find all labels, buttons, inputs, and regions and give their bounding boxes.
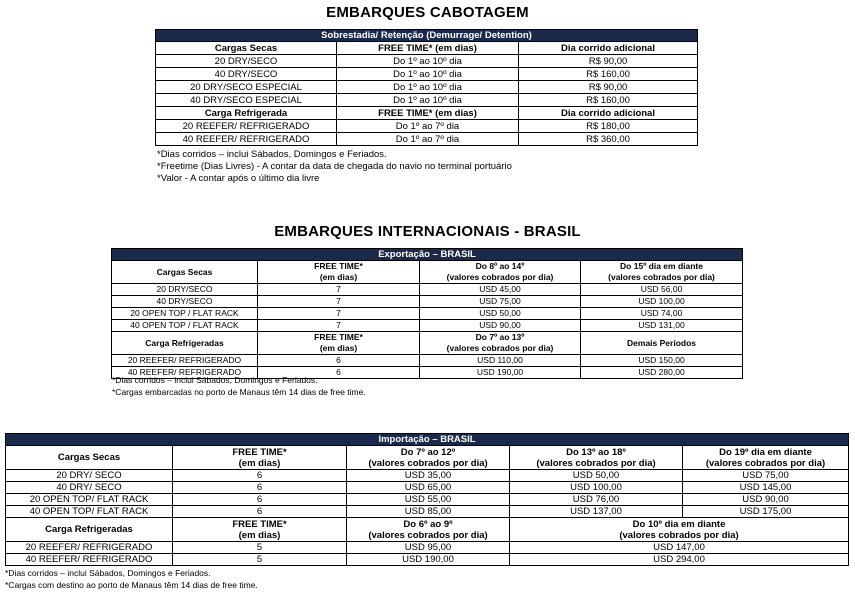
table-cell: 20 REEFER/ REFRIGERADO [156, 120, 337, 133]
col-header: Dia corrido adicional [519, 42, 698, 55]
table-cell: 20 REEFER/ REFRIGERADO [6, 542, 173, 554]
col-header: Carga Refrigeradas [112, 332, 258, 355]
table-cell: 5 [173, 554, 347, 566]
note-line: *Dias corridos – inclui Sábados, Domingos e Feriados. [5, 568, 211, 578]
table-cell: USD 65,00 [347, 482, 510, 494]
col-subheader: (em dias) [319, 272, 358, 282]
col-header: Demais Períodos [581, 332, 743, 355]
import-header: Importação – BRASIL [6, 434, 849, 446]
col-header: Do 13º ao 18º [566, 446, 626, 458]
table-cell: 20 REEFER/ REFRIGERADO [112, 355, 258, 367]
table-cell: 5 [173, 542, 347, 554]
cabotagem-title: EMBARQUES CABOTAGEM [326, 4, 529, 21]
table-cell: USD 137,00 [510, 506, 683, 518]
col-subheader: (valores cobrados por dia) [536, 457, 656, 469]
table-cell: 40 REEFER/ REFRIGERADO [156, 133, 337, 146]
col-subheader: (valores cobrados por dia) [446, 272, 554, 282]
col-subheader: (em dias) [319, 343, 358, 353]
table-cell: Do 1º ao 10º dia [337, 55, 519, 68]
note-line: *Dias corridos – inclui Sábados, Domingos e Feriados. [157, 149, 387, 160]
table-cell: 40 OPEN TOP / FLAT RACK [112, 320, 258, 332]
col-header: FREE TIME* [314, 261, 363, 271]
col-header: Do 7º ao 12º [400, 446, 456, 458]
table-cell: 20 OPEN TOP/ FLAT RACK [6, 494, 173, 506]
note-line: *Cargas com destino ao porto de Manaus têm 14 dias de free time. [5, 579, 258, 590]
col-header: FREE TIME* [232, 518, 287, 530]
col-header: Do 19º dia em diante [719, 446, 812, 458]
table-cell: 6 [258, 367, 420, 379]
table-cell: USD 50,00 [420, 308, 581, 320]
col-subheader: (valores cobrados por dia) [619, 529, 739, 541]
col-header: Cargas Secas [112, 261, 258, 284]
table-cell: USD 50,00 [510, 470, 683, 482]
col-subheader: (valores cobrados por dia) [368, 529, 488, 541]
table-cell: Do 1º ao 7º dia [337, 120, 519, 133]
col-header: Do 8º ao 14º [475, 261, 525, 271]
col-header: Carga Refrigeradas [6, 518, 173, 542]
table-cell: USD 45,00 [420, 284, 581, 296]
table-cell: USD 35,00 [347, 470, 510, 482]
table-cell: USD 131,00 [581, 320, 743, 332]
table-cell: R$ 180,00 [519, 120, 698, 133]
export-table [111, 248, 743, 379]
internacional-title: EMBARQUES INTERNACIONAIS - BRASIL [274, 223, 581, 240]
col-subheader: (em dias) [238, 457, 281, 469]
table-cell: R$ 160,00 [519, 94, 698, 107]
table-cell: USD 190,00 [347, 554, 510, 566]
note-line: *Dias corridos – inclui Sábados, Domingos e Feriados. [112, 375, 318, 385]
table-cell: 20 OPEN TOP / FLAT RACK [112, 308, 258, 320]
cabotagem-notes [157, 149, 512, 185]
table-cell: 6 [173, 494, 347, 506]
col-header: Do 6º ao 9º [403, 518, 453, 530]
col-header: FREE TIME* [232, 446, 287, 458]
table-cell: 20 DRY/SECO [112, 284, 258, 296]
col-subheader: (valores cobrados por dia) [705, 457, 826, 469]
table-cell: 6 [173, 470, 347, 482]
note-line: *Freetime (Dias Livres) - A contar da data de chegada do navio no terminal portuário [157, 161, 512, 172]
table-cell: USD 100,00 [581, 296, 743, 308]
table-cell: 40 REEFER/ REFRIGERADO [6, 554, 173, 566]
export-header: Exportação – BRASIL [112, 249, 743, 261]
table-cell: USD 100,00 [510, 482, 683, 494]
table-cell: USD 294,00 [510, 554, 849, 566]
col-subheader: (em dias) [238, 529, 281, 541]
table-cell: 7 [258, 296, 420, 308]
table-cell: 40 DRY/SECO [112, 296, 258, 308]
table-cell: 6 [258, 355, 420, 367]
table-cell: USD 76,00 [510, 494, 683, 506]
table-cell: 6 [173, 482, 347, 494]
table-cell: USD 190,00 [420, 367, 581, 379]
table-cell: USD 85,00 [347, 506, 510, 518]
table-cell: Do 1º ao 7º dia [337, 133, 519, 146]
table-cell: 20 DRY/SECO [156, 55, 337, 68]
table-cell: USD 56,00 [581, 284, 743, 296]
table-cell: USD 110,00 [420, 355, 581, 367]
table-cell: Do 1º ao 10º dia [337, 94, 519, 107]
col-header: Cargas Secas [6, 446, 173, 470]
col-header: Do 10º dia em diante [632, 518, 726, 530]
table-cell: 20 DRY/SECO ESPECIAL [156, 81, 337, 94]
table-cell: USD 280,00 [581, 367, 743, 379]
table-cell: 7 [258, 320, 420, 332]
table-cell: 20 DRY/ SECO [6, 470, 173, 482]
note-line: *Valor - A contar após o último dia livre [157, 173, 320, 184]
table-cell: R$ 90,00 [519, 81, 698, 94]
table-cell: 40 REEFER/ REFRIGERADO [112, 367, 258, 379]
table-cell: USD 55,00 [347, 494, 510, 506]
cabotagem-table [155, 29, 698, 146]
table-cell: R$ 90,00 [519, 55, 698, 68]
col-header: Do 7º ao 13º [475, 332, 525, 342]
table-cell: R$ 360,00 [519, 133, 698, 146]
table-cell: USD 75,00 [683, 470, 849, 482]
table-cell: USD 75,00 [420, 296, 581, 308]
table-cell: USD 175,00 [683, 506, 849, 518]
col-header: Do 15º dia em diante [620, 261, 703, 271]
col-subheader: (valores cobrados por dia) [368, 457, 488, 469]
table-cell: USD 74,00 [581, 308, 743, 320]
import-notes [5, 568, 258, 591]
col-header: Cargas Secas [156, 42, 337, 55]
table-cell: Do 1º ao 10º dia [337, 68, 519, 81]
table-cell: Do 1º ao 10º dia [337, 81, 519, 94]
table-cell: USD 95,00 [347, 542, 510, 554]
col-header: Carga Refrigerada [156, 107, 337, 120]
table-cell: USD 147,00 [510, 542, 849, 554]
table-cell: USD 90,00 [683, 494, 849, 506]
col-header: Dia corrido adicional [519, 107, 698, 120]
cabotagem-header: Sobrestadia/ Retenção (Demurrage/ Detention) [156, 30, 698, 42]
table-cell: 40 DRY/SECO ESPECIAL [156, 94, 337, 107]
table-cell: 6 [173, 506, 347, 518]
col-header: FREE TIME* (em dias) [337, 107, 519, 120]
table-cell: USD 90,00 [420, 320, 581, 332]
col-header: FREE TIME* [314, 332, 363, 342]
table-cell: USD 150,00 [581, 355, 743, 367]
table-cell: 7 [258, 308, 420, 320]
table-cell: R$ 160,00 [519, 68, 698, 81]
table-cell: USD 145,00 [683, 482, 849, 494]
import-table [5, 433, 849, 566]
col-subheader: (valores cobrados por dia) [446, 343, 554, 353]
table-cell: 40 OPEN TOP/ FLAT RACK [6, 506, 173, 518]
table-cell: 40 DRY/ SECO [6, 482, 173, 494]
col-header: FREE TIME* (em dias) [337, 42, 519, 55]
note-line: *Cargas embarcadas no porto de Manaus têm 14 dias de free time. [112, 386, 366, 397]
export-notes [112, 375, 366, 398]
table-cell: 7 [258, 284, 420, 296]
col-subheader: (valores cobrados por dia) [608, 272, 715, 282]
table-cell: 40 DRY/SECO [156, 68, 337, 81]
